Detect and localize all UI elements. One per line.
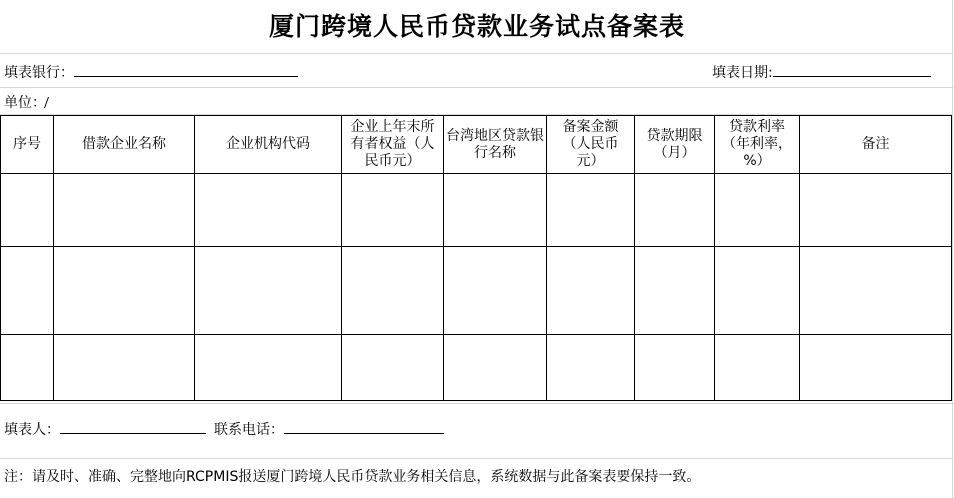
table-cell[interactable] bbox=[54, 174, 195, 247]
table-cell[interactable] bbox=[547, 174, 635, 247]
table-cell[interactable] bbox=[195, 247, 342, 335]
col-header-equity bbox=[342, 116, 444, 174]
table-row bbox=[1, 174, 952, 247]
table-cell[interactable] bbox=[800, 335, 952, 401]
gridline bbox=[0, 458, 954, 459]
col-header-amount bbox=[547, 116, 635, 174]
gridline bbox=[952, 0, 953, 498]
table-cell[interactable] bbox=[444, 247, 547, 335]
table-cell[interactable] bbox=[54, 335, 195, 401]
date-label: 填表日期: bbox=[712, 65, 773, 81]
table-row bbox=[1, 247, 952, 335]
phone-field[interactable] bbox=[284, 419, 444, 434]
unit-label: 单位： bbox=[4, 95, 46, 111]
col-header-label: 备注 bbox=[861, 136, 890, 152]
col-header-label: 贷款期限（月） bbox=[646, 127, 703, 161]
bank-label: 填表银行： bbox=[4, 65, 74, 81]
col-header-label: 借款企业名称 bbox=[82, 136, 166, 152]
table-cell[interactable] bbox=[195, 335, 342, 401]
table-cell[interactable] bbox=[635, 247, 715, 335]
col-header-label: 序号 bbox=[13, 136, 41, 152]
gridline bbox=[0, 403, 954, 404]
table-cell[interactable] bbox=[1, 335, 54, 401]
table-row bbox=[1, 335, 952, 401]
table-cell[interactable] bbox=[54, 247, 195, 335]
form-title: 厦门跨境人民币贷款业务试点备案表 bbox=[268, 12, 685, 41]
col-header-term bbox=[635, 116, 715, 174]
col-header-rate bbox=[715, 116, 800, 174]
table-cell[interactable] bbox=[1, 174, 54, 247]
unit-row bbox=[4, 93, 53, 113]
table-cell[interactable] bbox=[635, 335, 715, 401]
date-row bbox=[712, 62, 931, 83]
col-header-remarks bbox=[800, 116, 952, 174]
record-table bbox=[0, 115, 952, 401]
gridline bbox=[0, 87, 954, 88]
footnote: 注：请及时、准确、完整地向RCPMIS报送厦门跨境人民币贷款业务相关信息，系统数据与此备案表要保持一致。 bbox=[4, 469, 701, 485]
col-header-label: 台湾地区贷款银行名称 bbox=[446, 127, 544, 161]
col-header-lender-bank bbox=[444, 116, 547, 174]
table-cell[interactable] bbox=[342, 247, 444, 335]
filler-label: 填表人： bbox=[4, 422, 60, 438]
col-header-org-code bbox=[195, 116, 342, 174]
bank-row bbox=[4, 62, 298, 83]
col-header-label: 企业上年末所有者权益（人民币元） bbox=[350, 119, 435, 169]
col-header-seq bbox=[1, 116, 54, 174]
table-cell[interactable] bbox=[715, 247, 800, 335]
table-cell[interactable] bbox=[342, 174, 444, 247]
date-field[interactable] bbox=[773, 62, 931, 77]
gridline bbox=[0, 53, 954, 54]
table-cell[interactable] bbox=[342, 335, 444, 401]
table-cell[interactable] bbox=[547, 335, 635, 401]
bank-field[interactable] bbox=[74, 62, 298, 77]
table-cell[interactable] bbox=[800, 174, 952, 247]
filler-row bbox=[4, 419, 444, 440]
table-cell[interactable] bbox=[715, 174, 800, 247]
col-header-label: 贷款利率（年利率，%） bbox=[722, 119, 792, 169]
table-cell[interactable] bbox=[547, 247, 635, 335]
table-cell[interactable] bbox=[444, 335, 547, 401]
col-header-label: 企业机构代码 bbox=[226, 136, 310, 152]
col-header-borrower bbox=[54, 116, 195, 174]
filler-field[interactable] bbox=[60, 419, 206, 434]
phone-label: 联系电话： bbox=[214, 422, 284, 438]
table-cell[interactable] bbox=[635, 174, 715, 247]
table-cell[interactable] bbox=[800, 247, 952, 335]
table-cell[interactable] bbox=[195, 174, 342, 247]
col-header-label: 备案金额（人民币元） bbox=[562, 119, 619, 169]
table-cell[interactable] bbox=[444, 174, 547, 247]
table-cell[interactable] bbox=[715, 335, 800, 401]
table-header-row bbox=[1, 116, 952, 174]
table-cell[interactable] bbox=[1, 247, 54, 335]
